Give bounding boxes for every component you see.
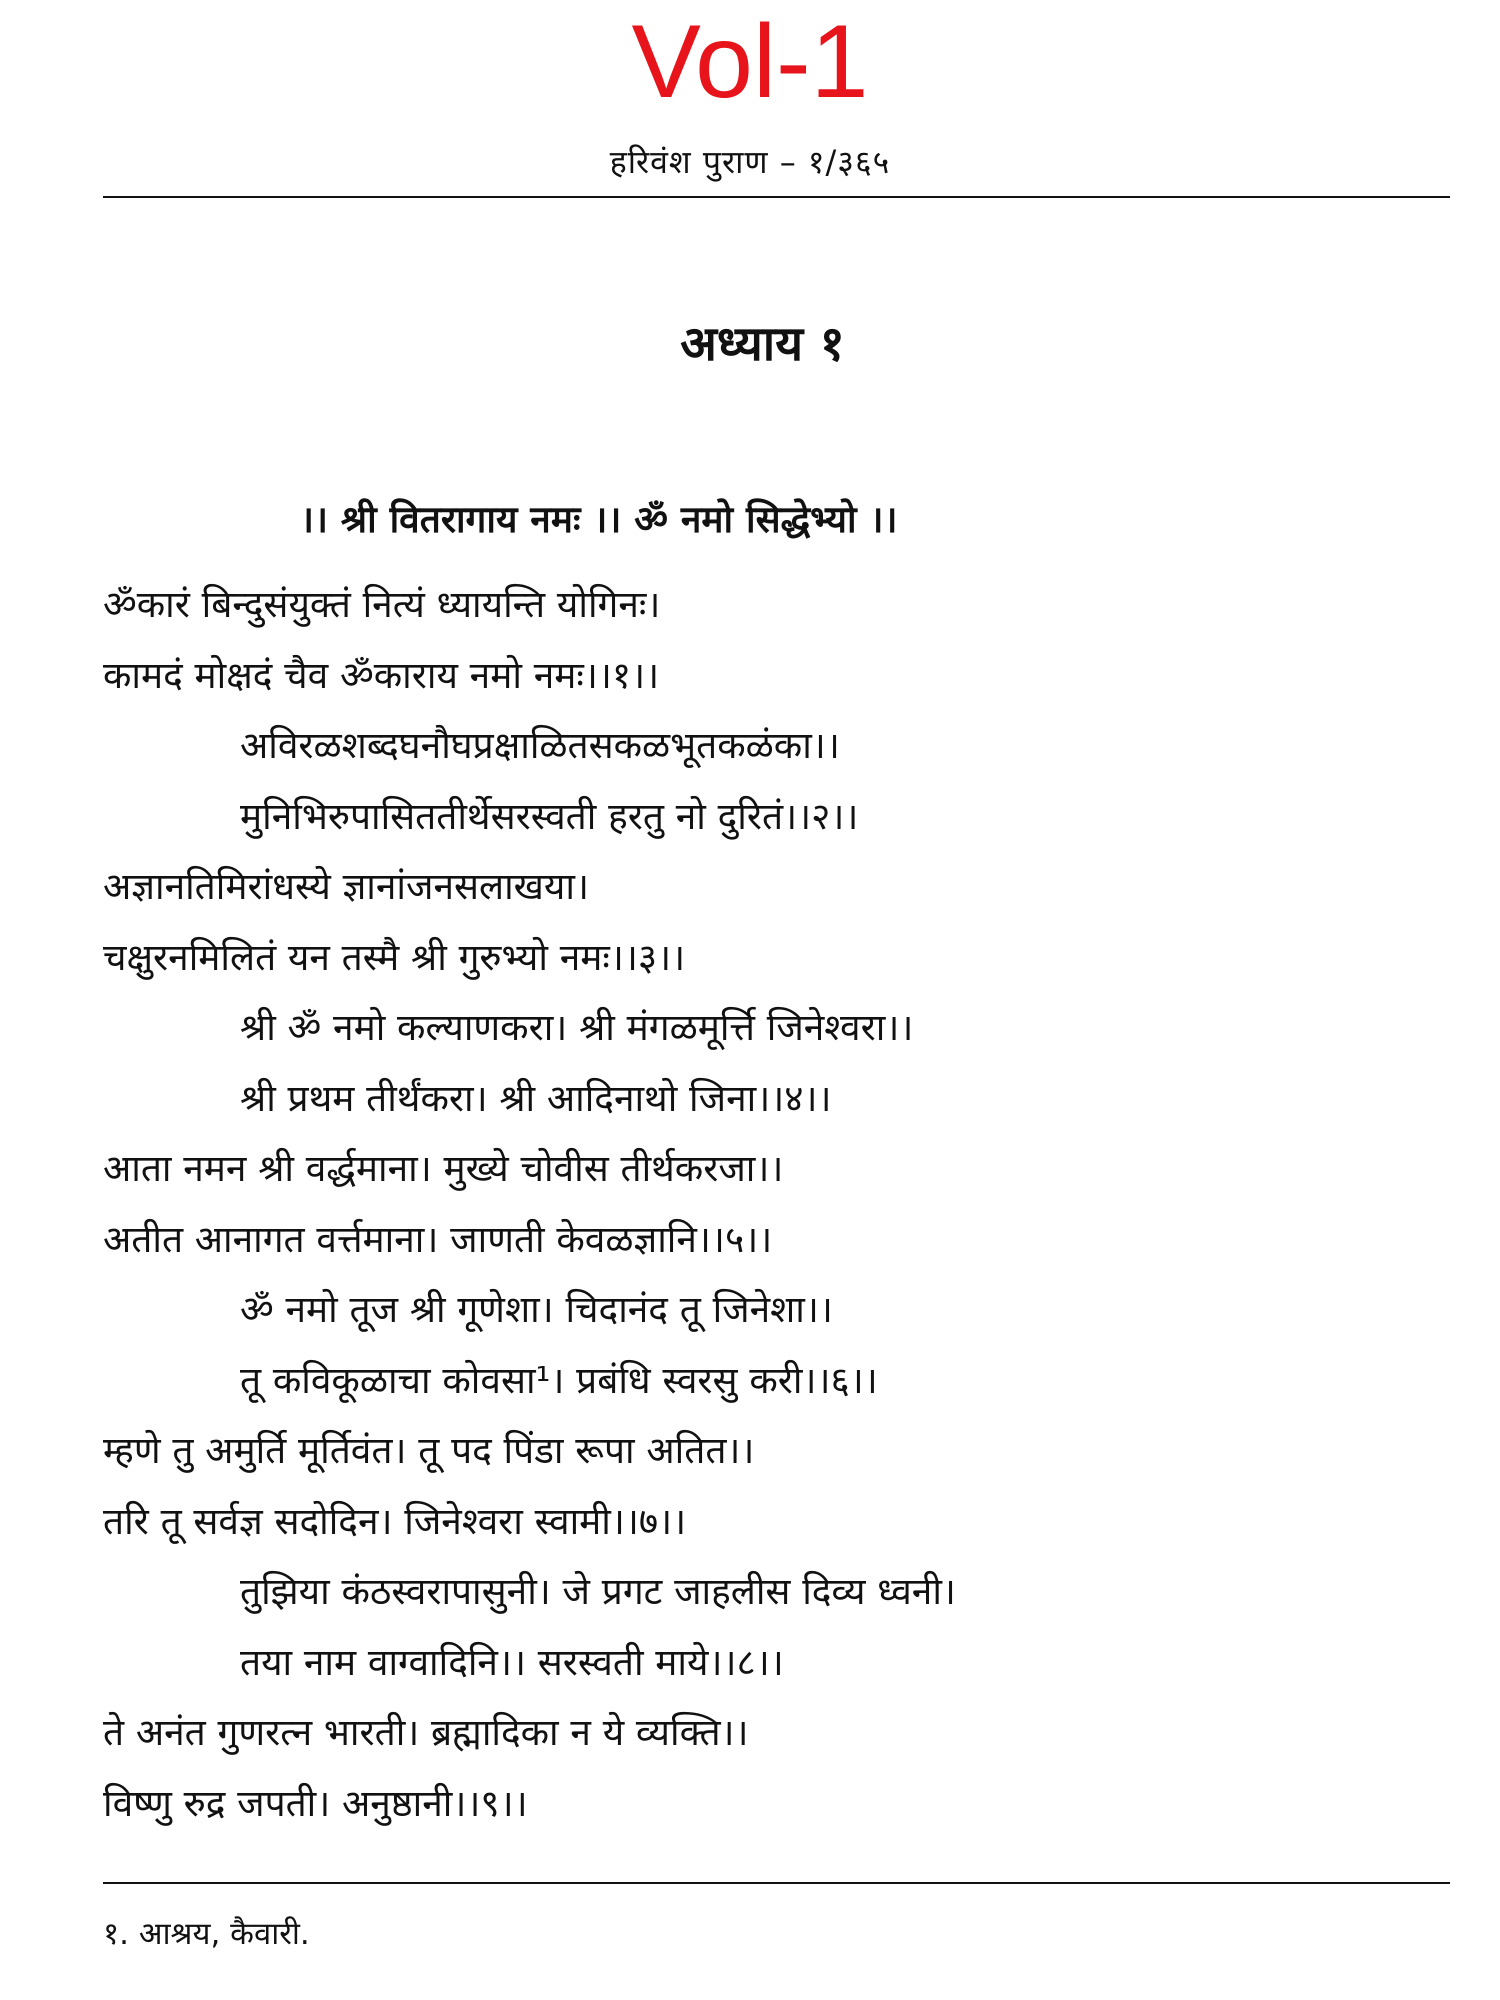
invocation-line: ।। श्री वितरागाय नमः ।। ॐ नमो सिद्धेभ्यो ।। [300, 498, 898, 541]
verse-line: ते अनंत गुणरत्न भारती। ब्रह्मादिका न ये व्यक्ति।। [103, 1711, 749, 1754]
verse-line: अतीत आनागत वर्त्तमाना। जाणती केवळज्ञानि।।५।। [103, 1217, 773, 1261]
footnote-divider [103, 1882, 1450, 1884]
verse-line: तू कविकूळाचा कोवसा¹। प्रबंधि स्वरसु करी।।६।। [240, 1358, 878, 1402]
verse-line: कामदं मोक्षदं चैव ॐकाराय नमो नमः।।१।। [103, 653, 660, 697]
verse-list [0, 570, 1500, 1839]
verse-line: मुनिभिरुपासिततीर्थेसरस्वती हरतु नो दुरितं।।२।। [240, 794, 859, 838]
verse-line: तुझिया कंठस्वरापासुनी। जे प्रगट जाहलीस दिव्य ध्वनी। [240, 1570, 956, 1613]
verse-line: तरि तू सर्वज्ञ सदोदिन। जिनेश्वरा स्वामी।।७।। [103, 1499, 687, 1543]
verse-line: श्री ॐ नमो कल्याणकरा। श्री मंगळमूर्त्ति जिनेश्वरा।। [240, 1006, 914, 1049]
footnote: १. आश्रय, कैवारी. [103, 1916, 310, 1952]
verse-line: चक्षुरनमिलितं यन तस्मै श्री गुरुभ्यो नमः।।३।। [103, 935, 686, 979]
verse-line: ॐ नमो तूज श्री गूणेशा। चिदानंद तू जिनेशा।। [240, 1288, 833, 1331]
verse-line: विष्णु रुद्र जपती। अनुष्ठानी।।९।। [103, 1781, 528, 1825]
verse-line: अविरळशब्दघनौघप्रक्षाळितसकळभूतकळंका।। [240, 724, 840, 767]
running-header: हरिवंश पुराण – १/३६५ [609, 143, 891, 181]
chapter-title: अध्याय १ [680, 316, 845, 372]
verse-line: ॐकारं बिन्दुसंयुक्तं नित्यं ध्यायन्ति योगिनः। [103, 583, 661, 626]
verse-line: श्री प्रथम तीर्थंकरा। श्री आदिनाथो जिना।।४।। [240, 1076, 832, 1120]
verse-line: म्हणे तु अमुर्ति मूर्तिवंत। तू पद पिंडा रूपा अतित।। [103, 1429, 755, 1472]
verse-line: अज्ञानतिमिरांधस्ये ज्ञानांजनसलाखया। [103, 865, 589, 908]
verse-line: तया नाम वाग्वादिनि।। सरस्वती माये।।८।। [240, 1640, 784, 1684]
verse-line: आता नमन श्री वर्द्धमाना। मुख्ये चोवीस तीर्थकरजा।। [103, 1147, 784, 1190]
header-divider [103, 196, 1450, 198]
volume-label: Vol-1 [631, 4, 869, 120]
